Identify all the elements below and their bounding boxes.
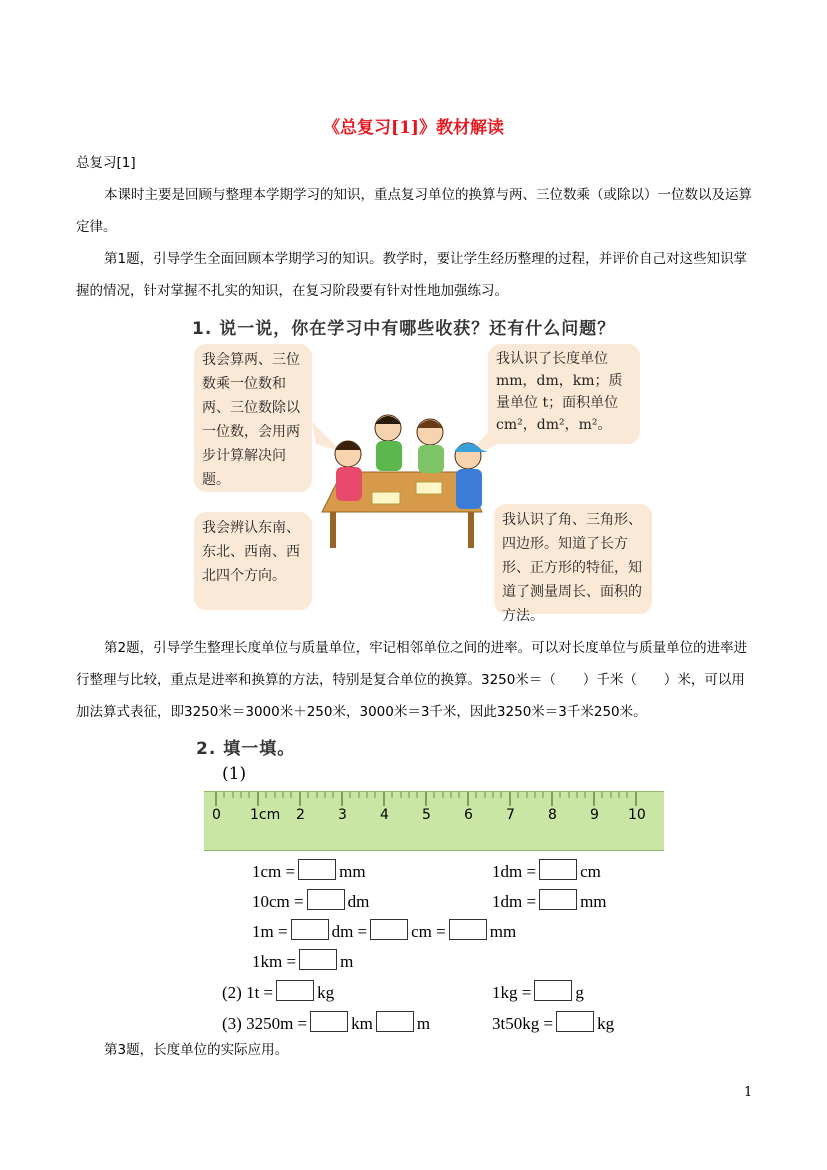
- equation-row: [492, 1011, 614, 1034]
- eq-left: 1kg =: [492, 983, 532, 1002]
- exercise2-part1-label: (1): [222, 764, 247, 784]
- eq-unit: km: [351, 1014, 373, 1033]
- answer-box[interactable]: [449, 919, 487, 940]
- equation-row: [222, 1011, 430, 1034]
- answer-box[interactable]: [370, 919, 408, 940]
- eq-unit: m: [340, 952, 354, 971]
- eq-unit: dm: [347, 892, 370, 911]
- speech-bubble-top-right: [488, 344, 640, 444]
- exercise1-question: 1. 说一说，你在学习中有哪些收获？还有什么问题？: [192, 319, 616, 339]
- eq-left: 1dm =: [492, 862, 537, 881]
- ruler-label: 7: [506, 807, 515, 823]
- ruler-label: 10: [628, 807, 646, 823]
- exercise2-question: 2. 填一填。: [196, 739, 296, 759]
- eq-left: (3) 3250m =: [222, 1014, 308, 1033]
- eq-left: 1cm =: [252, 862, 296, 881]
- eq-unit: kg: [597, 1014, 615, 1033]
- answer-box[interactable]: [291, 919, 329, 940]
- eq-unit: mm: [580, 892, 607, 911]
- eq-unit: m: [416, 1014, 431, 1033]
- answer-box[interactable]: [298, 859, 336, 880]
- exercise1-illustration: [192, 314, 652, 624]
- ruler-label: 9: [590, 807, 599, 823]
- ruler-label: 8: [548, 807, 557, 823]
- q2-paragraph: 第2题，引导学生整理长度单位与质量单位，牢记相邻单位之间的进率。可以对长度单位与质量单位的进率进行整理与比较，重点是进率和换算的方法，特别是复合单位的换算。3250米＝（ ）千米（ ）米，可以用加法算式表征，即3250米＝3000米＋250米，3000米＝3千米，因此3250米＝3千米250米。: [76, 640, 748, 720]
- eq-unit: mm: [489, 922, 517, 941]
- eq-unit: cm =: [411, 922, 446, 941]
- answer-box[interactable]: [307, 889, 345, 910]
- ruler-label: 4: [380, 807, 389, 823]
- speech-bubble-bottom-right: 我认识了角、三角形、四边形。知道了长方形、正方形的特征，知道了测量周长、面积的方法。: [494, 504, 652, 614]
- document-title: 《总复习[1]》教材解读: [323, 118, 504, 138]
- q3-paragraph: 第3题，长度单位的实际应用。: [104, 1042, 289, 1058]
- eq-unit: mm: [339, 862, 366, 881]
- exercise2-block: [196, 734, 666, 1034]
- ruler: [204, 791, 664, 851]
- intro-paragraph: 本课时主要是回顾与整理本学期学习的知识，重点复习单位的换算与两、三位数乘（或除以）一位数以及运算定律。: [76, 187, 752, 235]
- answer-box[interactable]: [534, 980, 572, 1001]
- equation-row: [252, 919, 516, 942]
- answer-box[interactable]: [539, 859, 577, 880]
- bubble-line: mm，dm，km；质: [496, 373, 623, 389]
- equation-row: [222, 980, 334, 1003]
- answer-box[interactable]: [299, 949, 337, 970]
- eq-left: 10cm =: [252, 892, 304, 911]
- bubble-line: 我认识了长度单位: [496, 351, 608, 367]
- ruler-label: 1cm: [250, 807, 281, 823]
- equation-row: [492, 889, 607, 912]
- eq-left: 3t50kg =: [492, 1014, 554, 1033]
- equation-row: [252, 889, 369, 912]
- answer-box[interactable]: [310, 1011, 348, 1032]
- page-number: 1: [744, 1085, 753, 1100]
- answer-box[interactable]: [539, 889, 577, 910]
- eq-left: (2) 1t =: [222, 983, 274, 1002]
- bubble-line: 量单位 t；面积单位: [496, 395, 619, 411]
- eq-left: 1m =: [252, 922, 288, 941]
- speech-bubble-top-left: 我会算两、三位数乘一位数和两、三位数除以一位数，会用两步计算解决问题。: [194, 344, 312, 492]
- eq-unit: dm =: [331, 922, 368, 941]
- ruler-label: 2: [296, 807, 305, 823]
- bubble-line: cm²，dm²，m²。: [496, 417, 612, 433]
- answer-box[interactable]: [376, 1011, 414, 1032]
- ruler-label: 3: [338, 807, 347, 823]
- eq-unit: cm: [580, 862, 601, 881]
- ruler-label: 5: [422, 807, 431, 823]
- children-at-table-illustration: [312, 392, 502, 552]
- equation-row: [492, 859, 601, 882]
- equation-row: [252, 859, 366, 882]
- eq-unit: kg: [317, 983, 335, 1002]
- section-heading: 总复习[1]: [76, 155, 136, 171]
- eq-unit: g: [575, 983, 584, 1002]
- equation-row: [252, 949, 353, 972]
- speech-bubble-bottom-left: 我会辨认东南、东北、西南、西北四个方向。: [194, 512, 312, 610]
- equation-row: [492, 980, 584, 1003]
- answer-box[interactable]: [276, 980, 314, 1001]
- eq-left: 1km =: [252, 952, 297, 971]
- ruler-label: 0: [212, 807, 221, 823]
- answer-box[interactable]: [556, 1011, 594, 1032]
- eq-left: 1dm =: [492, 892, 537, 911]
- q1-paragraph: 第1题，引导学生全面回顾本学期学习的知识。教学时，要让学生经历整理的过程，并评价自己对这些知识掌握的情况，针对掌握不扎实的知识，在复习阶段要有针对性地加强练习。: [76, 251, 748, 299]
- ruler-label: 6: [464, 807, 473, 823]
